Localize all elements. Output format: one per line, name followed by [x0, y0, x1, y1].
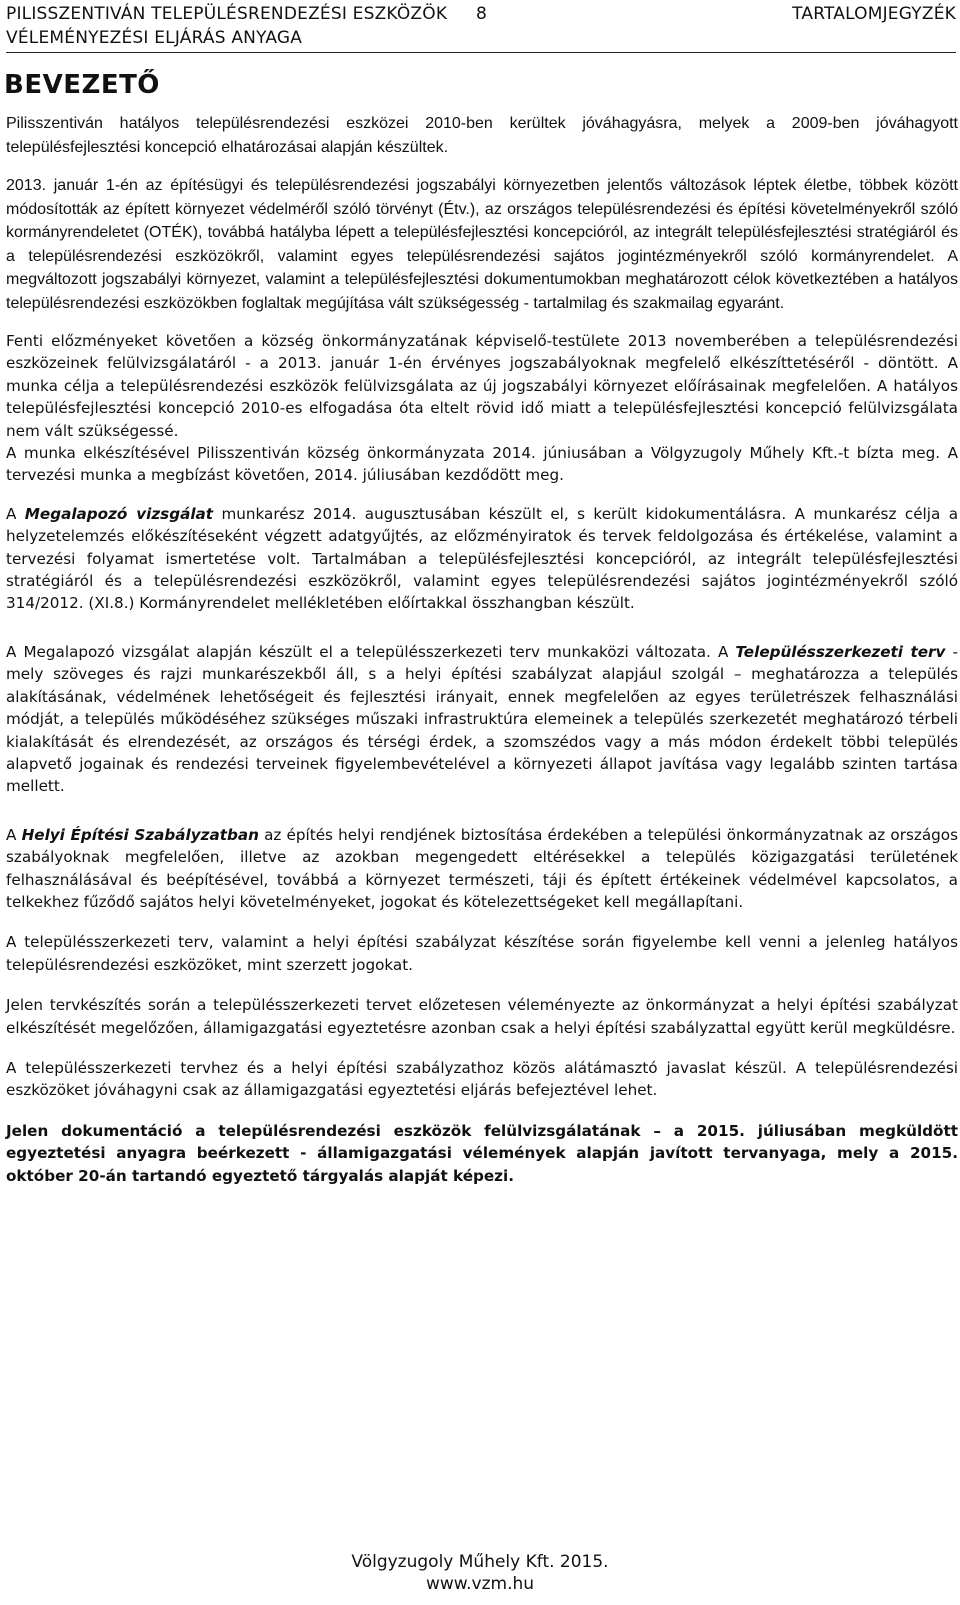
- section-heading: BEVEZETŐ: [4, 70, 160, 100]
- paragraph-acquired-rights: A településszerkezeti terv, valamint a helyi építési szabályzat készítése során figyelembe kell venni a jelenleg hatályos településrendezési eszközöket, mint szerzett jogokat.: [6, 933, 958, 974]
- page-footer: [0, 1551, 960, 1595]
- emphasis-foundation-study: Megalapozó vizsgálat: [24, 504, 214, 523]
- paragraph-approval: A településszerkezeti tervhez és a helyi építési szabályzathoz közös alátámasztó javaslat készül. A településrendezési eszközöket jóváhagyni csak az államigazgatási egyeztetési eljárás befejeztével lehet.: [6, 1058, 958, 1100]
- emphasis-structure-plan: Településszerkezeti terv: [735, 642, 946, 661]
- body-text: [6, 112, 958, 1187]
- emphasis-building-regulation: Helyi Építési Szabályzatban: [21, 825, 259, 844]
- paragraph-background: Fenti előzményeket követően a község önkormányzatának képviselő-testülete 2013 novemberében a településrendezési eszközeinek felülvizsgálatáról - a 2013. január 1-én érvényes jogszabályoknak megfelelő elkészíttetéséről - döntött. A munka célja a településrendezési eszközök felülvizsgálata az új jogszabályi környezet előírásainak megfelelően. A hatályos településfejlesztési koncepció 2010-es elfogadása óta eltelt rövid idő miatt a településfejlesztési koncepció felülvizsgálata nem vált szükségessé.: [6, 332, 958, 440]
- paragraph-building-regulation: A Helyi Építési Szabályzatban az építés helyi rendjének biztosítása érdekében a települési önkormányzatnak az országos szabályoknak megfelelően, illetve az azokban megengedett eltérésekkel a település közigazgatási területének felhasználásával és beépítésével, továbbá a környezet természeti, táji és épített értékeinek védelmével kapcsolatos, a telkekhez fűződő sajátos helyi követelményeket, jogokat és kötelezettségeket kell megállapítani.: [6, 825, 958, 911]
- header-divider: [6, 52, 956, 53]
- paragraph-review-process: Jelen tervkészítés során a településszerkezeti tervet előzetesen véleményezte az önkormányzat a helyi építési szabályzat elkészítését megelőzően, államigazgatási egyeztetésre azonban csak a helyi építési szabályzattal együtt kerül megküldésre.: [6, 996, 958, 1037]
- header-subtitle: VÉLEMÉNYEZÉSI ELJÁRÁS ANYAGA: [6, 28, 303, 48]
- paragraph-foundation-study: A Megalapozó vizsgálat munkarész 2014. augusztusában készült el, s került kidokumentálásra. A munkarész célja a helyzetelemzés előkészítéseként végzett adatgyűjtés, az előzményiratok és tervek feldolgozása és értékelése, valamint a tervezési folyamat ismertetése volt. Tartalmában a településfejlesztési koncepcióról, az integrált településfejlesztési stratégiáról és a településrendezési eszközökről, valamint egyes településrendezési sajátos jogintézményekről szóló 314/2012. (XI.8.) Kormányrendelet mellékletében előírtakkal összhangban készült.: [6, 504, 958, 613]
- paragraph-legal-changes: 2013. január 1-én az építésügyi és településrendezési jogszabályi környezetben jelentős változások léptek életbe, többek között módosították az épített környezet védelméről szóló törvényt (Étv.), az országos településrendezési és építési követelményekről szóló kormányrendeletet (OTÉK), továbbá hatályba lépett a településfejlesztési koncepcióról, az integrált településfejlesztési stratégiáról és a településrendezési eszközökről, valamint egyes településrendezési sajátos jogintézményekről szóló kormányrendelet. A megváltozott jogszabályi környezet, valamint a településfejlesztési dokumentumokban meghatározott célok következtében a hatályos településrendezési eszközökben foglaltak megújítása vált szükségesség - tartalmilag és szakmailag egyaránt.: [6, 177, 958, 312]
- header-section: TARTALOMJEGYZÉK: [792, 4, 956, 24]
- paragraph-structure-plan: A Megalapozó vizsgálat alapján készült el a településszerkezeti terv munkaközi változata. A Településszerkezeti terv - mely szöveges és rajzi munkarészekből áll, s a helyi építési szabályzat alapjául szolgál – meghatározza a település alakításának, védelmének lehetőségeit és fejlesztési irányait, ennek megfelelően az egyes területrészek felhasználási módját, a település működéséhez szükséges műszaki infrastruktúra elemeinek a település szerkezetét meghatározó térbeli kialakítását és elrendezését, az országos és térségi érdek, a szomszédos vagy a más módon érdekelt többi település alapvető jogainak és rendezési terveinek figyelembevételével a környezeti állapot javítása vagy legalább szinten tartása mellett.: [6, 642, 958, 796]
- paragraph-current-document: Jelen dokumentáció a településrendezési eszközök felülvizsgálatának – a 2015. júliusában megküldött egyeztetési anyagra beérkezett - államigazgatási vélemények alapján javított tervanyaga, mely a 2015. október 20-án tartandó egyeztető tárgyalás alapját képezi.: [6, 1121, 958, 1185]
- page-header: [6, 2, 956, 50]
- footer-website: www.vzm.hu: [425, 1574, 535, 1594]
- header-title: PILISSZENTIVÁN TELEPÜLÉSRENDEZÉSI ESZKÖZÖK: [6, 4, 448, 24]
- footer-company: Völgyzugoly Műhely Kft. 2015.: [351, 1552, 609, 1572]
- paragraph-commission: A munka elkészítésével Pilisszentiván község önkormányzata 2014. júniusában a Völgyzugoly Műhely Kft.-t bízta meg. A tervezési munka a megbízást követően, 2014. júliusában kezdődött meg.: [6, 444, 958, 485]
- page-number: 8: [476, 4, 488, 24]
- paragraph-intro: Pilisszentiván hatályos településrendezési eszközei 2010-ben kerültek jóváhagyásra, melyek a 2009-ben jóváhagyott településfejlesztési koncepció elhatározásai alapján készültek.: [6, 115, 958, 156]
